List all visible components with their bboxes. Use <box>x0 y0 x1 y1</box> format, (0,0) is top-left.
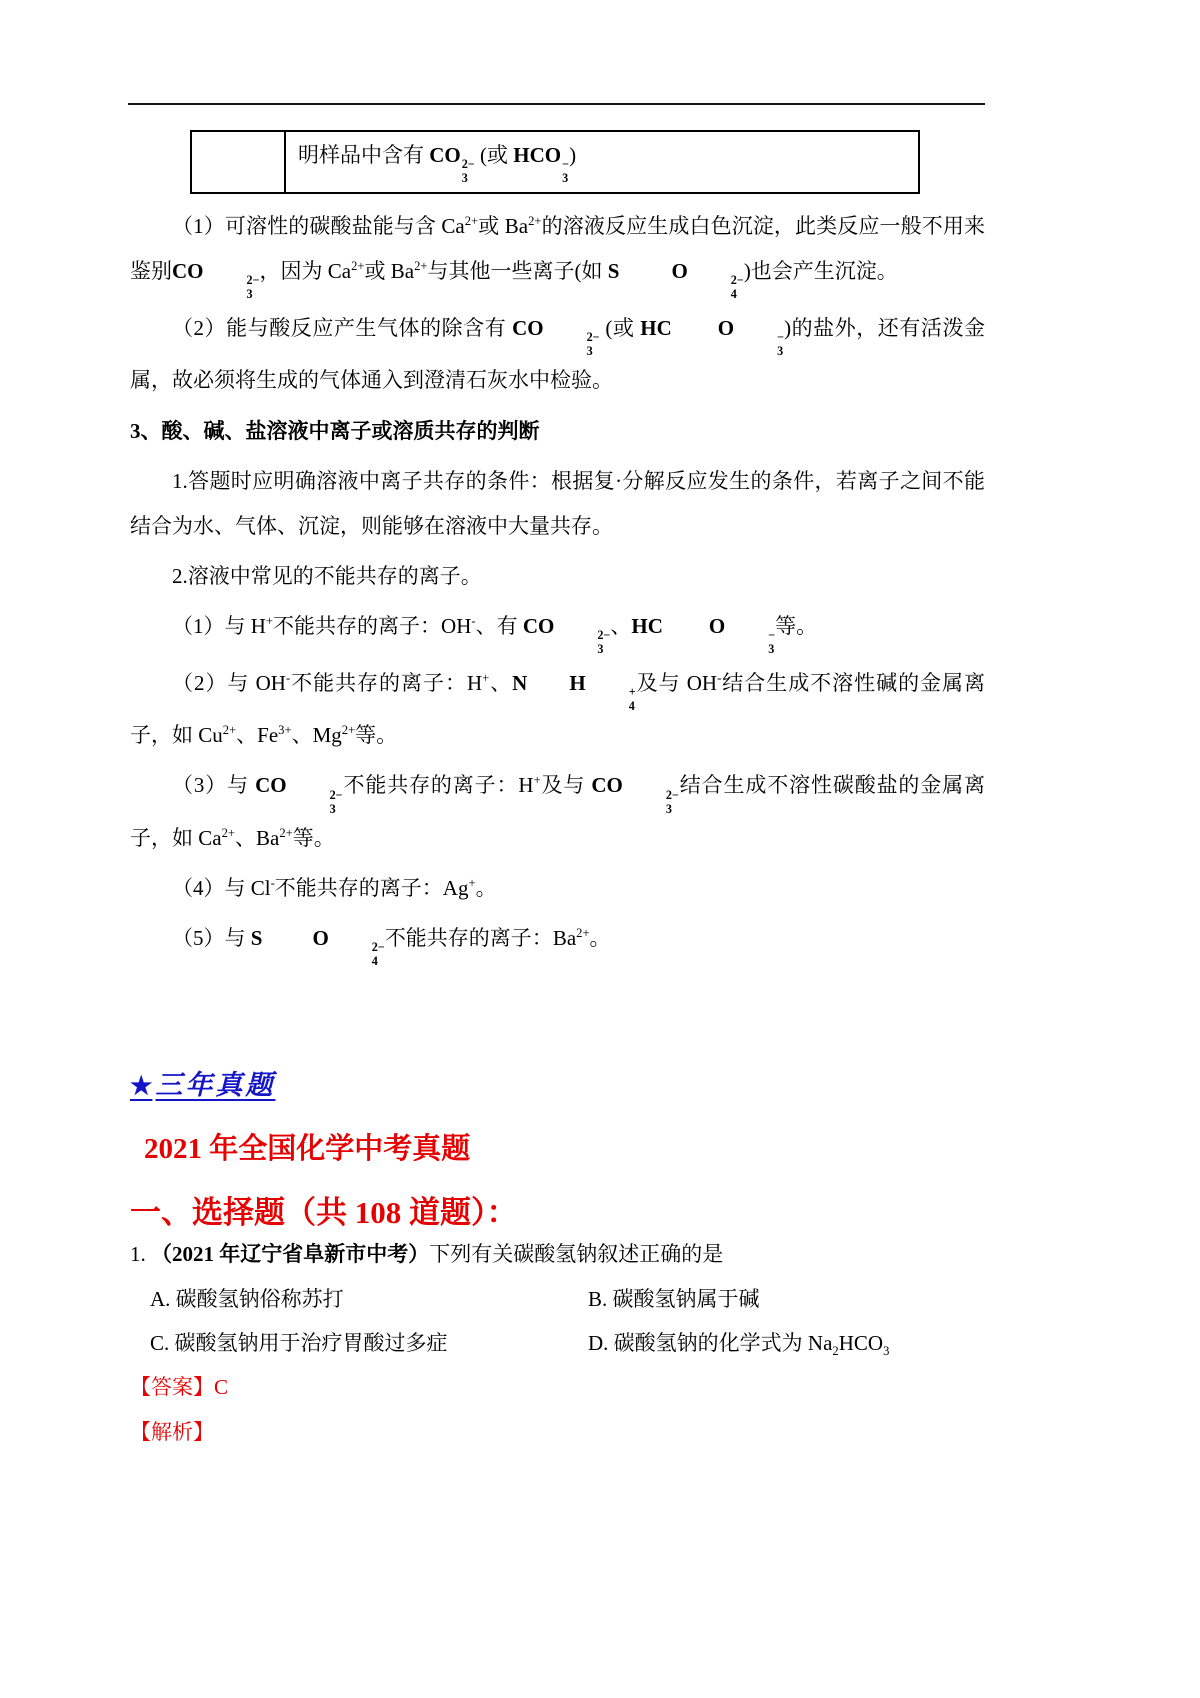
section-title: 一、选择题（共 108 道题）： <box>130 1194 518 1230</box>
item-2: （2）与 OH-不能共存的离子：H+、N H + 4 及与 OH-结合生成不溶性碱的金属离子，如 $Cu^{2+}$、$Fe^{3+}$、$Mg^{2+}$等。 <box>130 671 986 748</box>
header-rule <box>128 103 985 105</box>
table-cell-content: 明样品中含有 CO 2− 3 (或 HCO − 3 ) <box>298 142 577 186</box>
heading-3: 3、酸、碱、盐溶液中离子或溶质共存的判断 <box>130 418 540 443</box>
option-a: A. 碳酸氢钠俗称苏打 <box>150 1287 344 1312</box>
option-b: B. 碳酸氢钠属于碱 <box>588 1287 760 1312</box>
paragraph-2: （2）能与酸反应产生气体的除含有 CO 2− 3 (或 HC O − 3 )的盐外，还有活泼金属，故必须将生成的气体通入到澄清石灰水中检验。 <box>130 316 986 393</box>
exam-year-title: 2021 年全国化学中考真题 <box>144 1132 471 1165</box>
answer-line: 【答案】C <box>130 1375 229 1400</box>
option-c: C. 碳酸氢钠用于治疗胃酸过多症 <box>150 1331 448 1356</box>
item-4: （4）与 Cl-不能共存的离子：Ag+。 <box>172 875 497 900</box>
note-1: 1.答题时应明确溶液中离子共存的条件：根据复·分解反应发生的条件，若离子之间不能结合为水、气体、沉淀，则能够在溶液中大量共存。 <box>130 468 985 538</box>
star-heading-text: 三年真题 <box>155 1069 276 1100</box>
options-row-2 <box>150 1321 985 1365</box>
item-3: （3）与 CO 2− 3 不能共存的离子：H+及与 CO 2− 3 结合生成不溶性碳酸盐的金属离子，如 $Ca^{2+}$、$Ba^{2+}$等。 <box>130 773 986 850</box>
paragraph-1: （1）可溶性的碳酸盐能与含 $Ca^{2+}$或 $Ba^{2+}$的溶液反应生成白色沉淀，此类反应一般不用来鉴别CO 2− 3 ，因为 $Ca^{2+}$或 $Ba^{2+}$与其他一些离子(如 S O 2− 4 )也会产生沉淀。 <box>130 214 986 302</box>
table-cell-empty <box>192 132 286 192</box>
question-1-stem: 1. （2021 年辽宁省阜新市中考）下列有关碳酸氢钠叙述正确的是 <box>130 1241 724 1266</box>
options-row-1 <box>150 1277 985 1321</box>
item-5: （5）与 S O 2− 4 不能共存的离子：$Ba^{2+}$。 <box>172 925 611 968</box>
star-heading <box>130 1063 985 1102</box>
option-d: D. 碳酸氢钠的化学式为 $Na_2HCO_3$ <box>588 1331 890 1359</box>
note-2: 2.溶液中常见的不能共存的离子。 <box>172 563 482 588</box>
table-fragment <box>190 130 920 194</box>
star-icon: ★ <box>130 1072 153 1100</box>
item-1: （1）与 H+不能共存的离子：OH-、有 CO 2− 3 、HC O − 3 等。 <box>172 614 818 657</box>
table-cell-text <box>286 132 918 192</box>
analysis-line: 【解析】 <box>130 1420 214 1445</box>
